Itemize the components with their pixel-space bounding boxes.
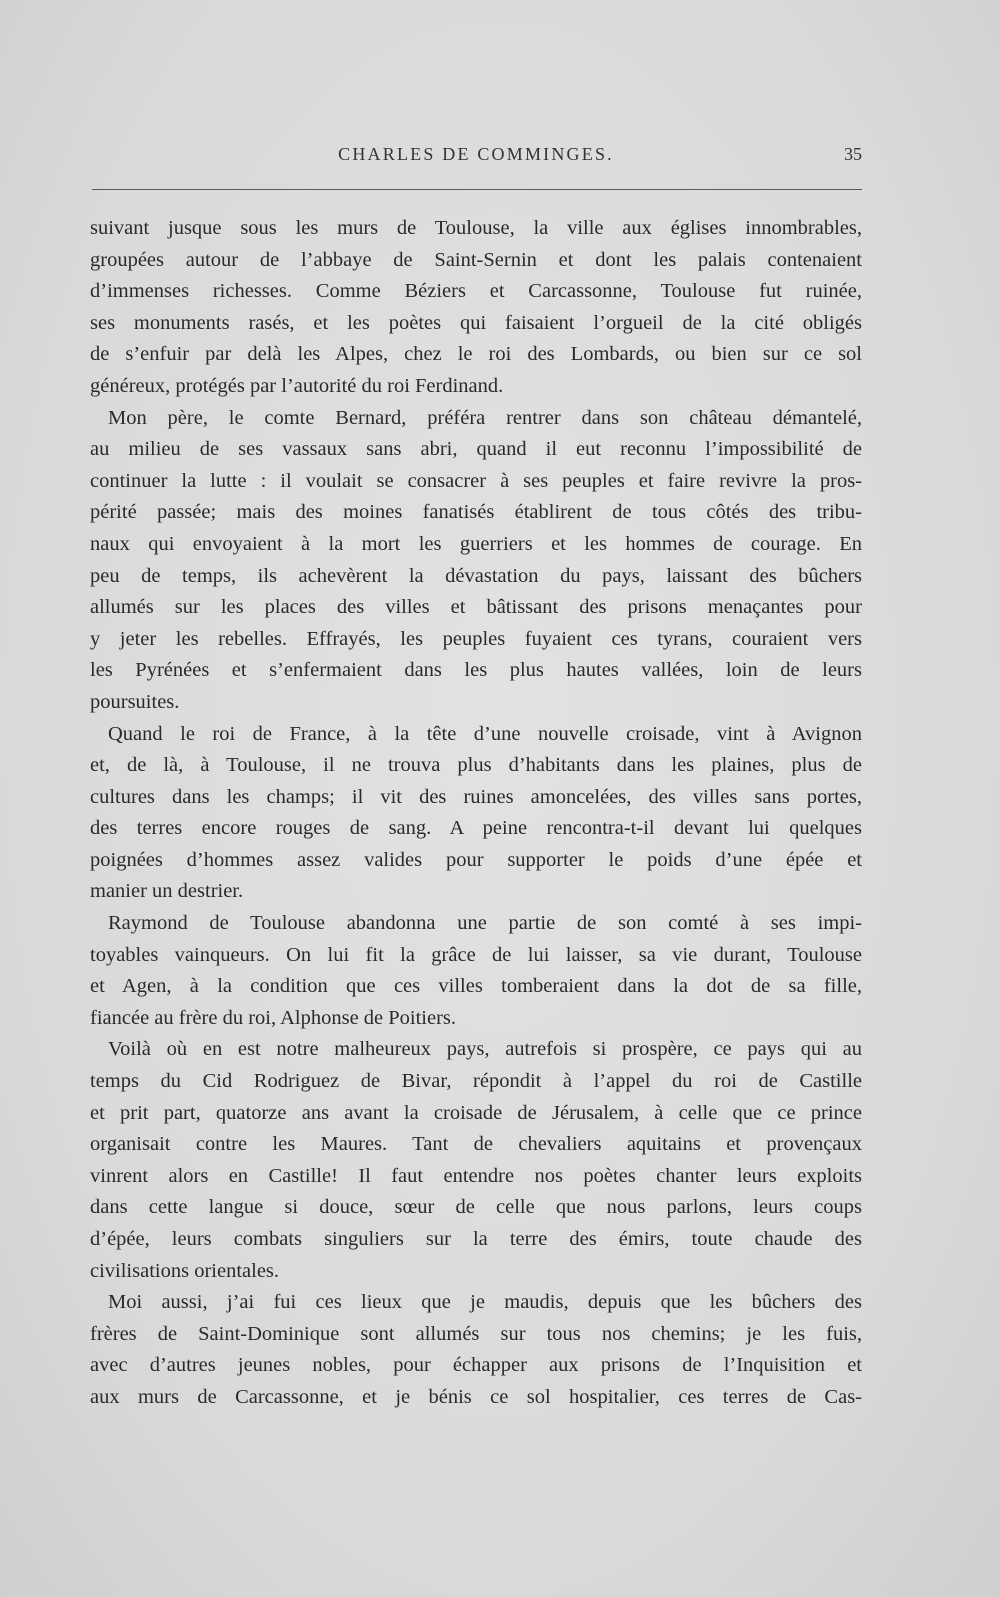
page-number: 35 (844, 144, 862, 164)
text-line: de s’enfuir par delà les Alpes, chez le roi des Lombards, ou bien sur ce sol (90, 343, 862, 366)
text-line: périté passée; mais des moines fanatisés établirent de tous côtés des tribu- (90, 501, 862, 524)
text-line: et, de là, à Toulouse, il ne trouva plus d’habitants dans les plaines, plus de (90, 754, 862, 777)
text-line: et prit part, quatorze ans avant la croisade de Jérusalem, à celle que ce prince (90, 1101, 862, 1124)
text-line: Raymond de Toulouse abandonna une partie de son comté à ses impi- (108, 912, 862, 935)
text-line: avec d’autres jeunes nobles, pour échapper aux prisons de l’Inquisition et (90, 1354, 862, 1377)
text-line: des terres encore rouges de sang. A peine rencontra-t-il devant lui quelques (90, 817, 862, 840)
text-line: civilisations orientales. (90, 1259, 280, 1282)
page-header (90, 144, 862, 168)
text-line: naux qui envoyaient à la mort les guerriers et les hommes de courage. En (90, 532, 862, 555)
text-line: dans cette langue si douce, sœur de celle que nous parlons, leurs coups (90, 1196, 862, 1219)
text-line: Quand le roi de France, à la tête d’une nouvelle croisade, vint à Avignon (108, 722, 862, 745)
text-line: et Agen, à la condition que ces villes tomberaient dans la dot de sa fille, (90, 975, 862, 998)
text-line: généreux, protégés par l’autorité du roi Ferdinand. (90, 374, 504, 397)
text-line: aux murs de Carcassonne, et je bénis ce sol hospitalier, ces terres de Cas- (90, 1385, 862, 1408)
running-title: CHARLES DE COMMINGES. (338, 144, 614, 164)
text-line: Moi aussi, j’ai fui ces lieux que je maudis, depuis que les bûchers des (108, 1291, 862, 1314)
text-line: Mon père, le comte Bernard, préféra rentrer dans son château démantelé, (108, 406, 862, 429)
text-line: cultures dans les champs; il vit des ruines amoncelées, des villes sans portes, (90, 785, 862, 808)
text-line: continuer la lutte : il voulait se consacrer à ses peuples et faire revivre la pros- (90, 469, 862, 492)
text-line: poursuites. (90, 690, 180, 713)
text-line: au milieu de ses vassaux sans abri, quand il eut reconnu l’impossibilité de (90, 438, 862, 461)
text-line: fiancée au frère du roi, Alphonse de Poitiers. (90, 1006, 457, 1029)
text-line: organisait contre les Maures. Tant de chevaliers aquitains et provençaux (90, 1133, 862, 1156)
body-text (90, 213, 862, 1414)
text-line: temps du Cid Rodriguez de Bivar, répondit à l’appel du roi de Castille (90, 1070, 862, 1093)
text-line: y jeter les rebelles. Effrayés, les peuples fuyaient ces tyrans, couraient vers (90, 627, 862, 650)
text-line: ses monuments rasés, et les poètes qui faisaient l’orgueil de la cité obligés (90, 311, 862, 334)
text-line: suivant jusque sous les murs de Toulouse, la ville aux églises innombrables, (90, 217, 862, 239)
text-line: poignées d’hommes assez valides pour supporter le poids d’une épée et (90, 848, 862, 871)
header-rule (92, 189, 862, 190)
text-line: Voilà où en est notre malheureux pays, autrefois si prospère, ce pays qui au (108, 1038, 862, 1061)
text-line: frères de Saint-Dominique sont allumés sur tous nos chemins; je les fuis, (90, 1322, 862, 1345)
text-line: vinrent alors en Castille! Il faut entendre nos poètes chanter leurs exploits (90, 1164, 862, 1187)
text-line: manier un destrier. (90, 880, 244, 903)
text-line: toyables vainqueurs. On lui fit la grâce de lui laisser, sa vie durant, Toulouse (90, 943, 862, 966)
text-line: les Pyrénées et s’enfermaient dans les plus hautes vallées, loin de leurs (90, 659, 862, 682)
text-line: peu de temps, ils achevèrent la dévastation du pays, laissant des bûchers (90, 564, 862, 587)
text-line: d’épée, leurs combats singuliers sur la terre des émirs, toute chaude des (90, 1228, 862, 1250)
text-line: allumés sur les places des villes et bâtissant des prisons menaçantes pour (90, 596, 862, 619)
text-line: d’immenses richesses. Comme Béziers et Carcassonne, Toulouse fut ruinée, (90, 280, 862, 303)
text-line: groupées autour de l’abbaye de Saint-Sernin et dont les palais contenaient (90, 248, 862, 271)
